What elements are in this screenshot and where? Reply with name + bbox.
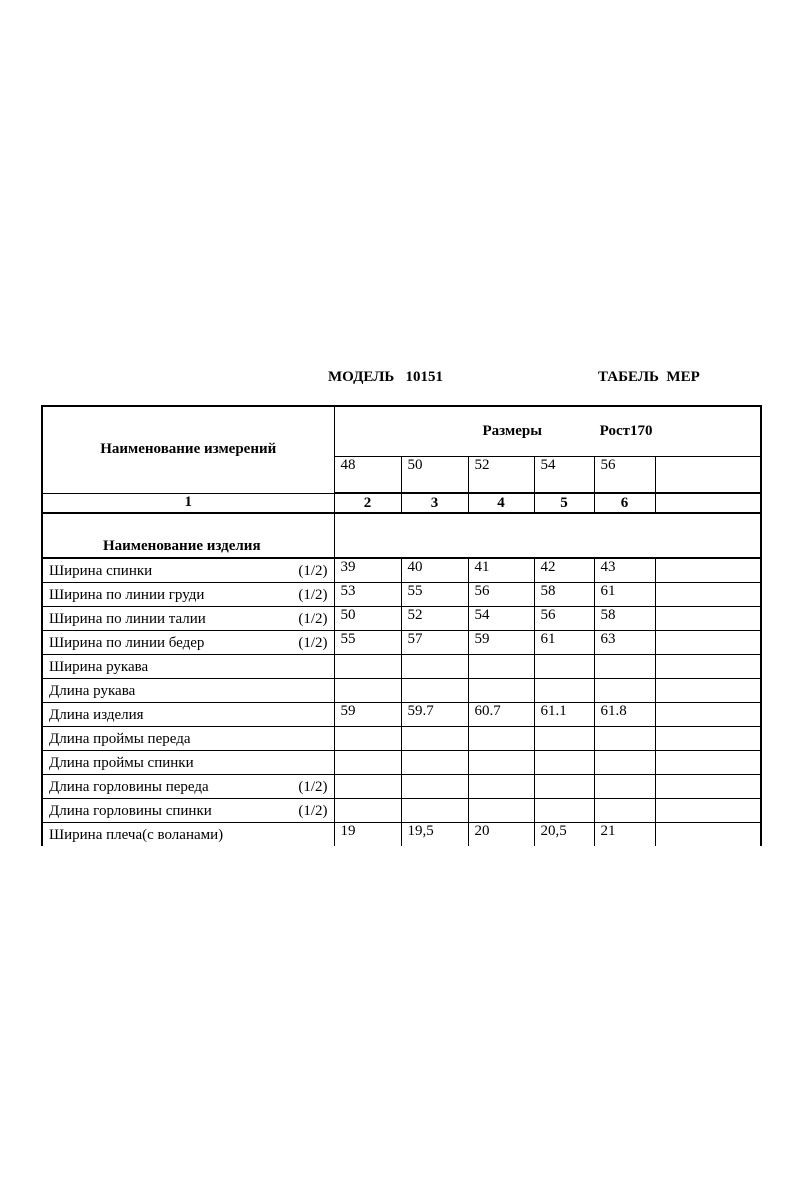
value-cell bbox=[468, 678, 534, 702]
value-cell bbox=[655, 558, 761, 582]
column-number-cell: 3 bbox=[401, 493, 468, 513]
measurement-name-cell bbox=[42, 558, 334, 582]
value-cell bbox=[534, 654, 594, 678]
value-cell bbox=[401, 750, 468, 774]
value-cell bbox=[594, 726, 655, 750]
product-header-row bbox=[42, 513, 761, 558]
measurement-name: Длина проймы переда bbox=[49, 730, 191, 747]
size-cell: 52 bbox=[468, 456, 534, 493]
value-cell: 61 bbox=[534, 630, 594, 654]
value-cell: 54 bbox=[468, 606, 534, 630]
size-cell: 48 bbox=[334, 456, 401, 493]
measurement-name-cell bbox=[42, 726, 334, 750]
value-cell bbox=[534, 726, 594, 750]
value-cell bbox=[655, 822, 761, 846]
measurement-note: (1/2) bbox=[298, 563, 328, 579]
size-cell: 54 bbox=[534, 456, 594, 493]
column-number-cell bbox=[655, 493, 761, 513]
measurement-name-cell bbox=[42, 774, 334, 798]
column-numbers-row bbox=[42, 493, 761, 513]
value-cell bbox=[655, 630, 761, 654]
value-cell: 20,5 bbox=[534, 822, 594, 846]
table-row bbox=[42, 606, 761, 630]
value-cell bbox=[334, 678, 401, 702]
value-cell bbox=[655, 750, 761, 774]
measurement-name: Длина горловины спинки bbox=[49, 802, 212, 819]
measurement-name: Длина рукава bbox=[49, 682, 136, 699]
value-cell bbox=[594, 798, 655, 822]
table-row bbox=[42, 702, 761, 726]
value-cell: 61 bbox=[594, 582, 655, 606]
product-header-empty bbox=[334, 513, 761, 558]
value-cell: 40 bbox=[401, 558, 468, 582]
value-cell: 39 bbox=[334, 558, 401, 582]
measurement-name-cell bbox=[42, 606, 334, 630]
value-cell: 58 bbox=[534, 582, 594, 606]
value-cell: 42 bbox=[534, 558, 594, 582]
measurement-name: Длина изделия bbox=[49, 706, 144, 723]
value-cell: 61.1 bbox=[534, 702, 594, 726]
value-cell: 50 bbox=[334, 606, 401, 630]
table-row bbox=[42, 774, 761, 798]
size-cell: 50 bbox=[401, 456, 468, 493]
height-label: Рост170 bbox=[599, 422, 653, 439]
value-cell bbox=[468, 726, 534, 750]
column-number-cell: 4 bbox=[468, 493, 534, 513]
sizes-label: Размеры bbox=[482, 422, 542, 439]
value-cell: 58 bbox=[594, 606, 655, 630]
value-cell bbox=[594, 750, 655, 774]
measurements-table bbox=[41, 405, 762, 846]
measurement-name-cell bbox=[42, 654, 334, 678]
measurement-name: Ширина рукава bbox=[49, 658, 149, 675]
measurement-name-cell bbox=[42, 822, 334, 846]
table-row bbox=[42, 630, 761, 654]
product-name-header: Наименование изделия bbox=[42, 513, 334, 558]
value-cell bbox=[401, 678, 468, 702]
value-cell bbox=[534, 774, 594, 798]
value-cell bbox=[655, 654, 761, 678]
table-row bbox=[42, 798, 761, 822]
value-cell: 41 bbox=[468, 558, 534, 582]
measure-name-header: Наименование измерений bbox=[42, 406, 334, 493]
measurement-name-cell bbox=[42, 678, 334, 702]
value-cell: 59 bbox=[334, 702, 401, 726]
measurement-note: (1/2) bbox=[298, 634, 328, 651]
column-number-cell: 1 bbox=[42, 493, 334, 513]
value-cell bbox=[334, 654, 401, 678]
value-cell: 52 bbox=[401, 606, 468, 630]
value-cell bbox=[534, 678, 594, 702]
value-cell bbox=[594, 774, 655, 798]
table-row bbox=[42, 750, 761, 774]
value-cell: 55 bbox=[401, 582, 468, 606]
size-cell bbox=[655, 456, 761, 493]
value-cell: 61.8 bbox=[594, 702, 655, 726]
value-cell: 56 bbox=[468, 582, 534, 606]
value-cell: 59 bbox=[468, 630, 534, 654]
measurement-name: Ширина по линии талии bbox=[49, 610, 206, 627]
model-title: МОДЕЛЬ 10151 bbox=[328, 369, 444, 385]
measurement-note: (1/2) bbox=[298, 610, 328, 627]
table-row bbox=[42, 654, 761, 678]
value-cell bbox=[655, 678, 761, 702]
value-cell bbox=[334, 726, 401, 750]
value-cell bbox=[655, 798, 761, 822]
column-number-cell: 5 bbox=[534, 493, 594, 513]
measurement-note: (1/2) bbox=[298, 802, 328, 819]
value-cell bbox=[334, 750, 401, 774]
value-cell bbox=[401, 798, 468, 822]
measurement-name: Длина горловины переда bbox=[49, 778, 209, 795]
value-cell bbox=[655, 606, 761, 630]
measurement-name-cell bbox=[42, 750, 334, 774]
value-cell: 55 bbox=[334, 630, 401, 654]
table-row bbox=[42, 726, 761, 750]
measurement-note: (1/2) bbox=[298, 778, 328, 795]
measurement-name-cell bbox=[42, 582, 334, 606]
sizes-header bbox=[334, 406, 761, 456]
value-cell: 63 bbox=[594, 630, 655, 654]
table-row bbox=[42, 822, 761, 846]
table-row bbox=[42, 678, 761, 702]
value-cell bbox=[334, 798, 401, 822]
value-cell: 53 bbox=[334, 582, 401, 606]
value-cell bbox=[468, 798, 534, 822]
value-cell: 59.7 bbox=[401, 702, 468, 726]
value-cell bbox=[534, 798, 594, 822]
value-cell bbox=[655, 582, 761, 606]
value-cell: 60.7 bbox=[468, 702, 534, 726]
value-cell: 57 bbox=[401, 630, 468, 654]
value-cell: 21 bbox=[594, 822, 655, 846]
column-number-cell: 2 bbox=[334, 493, 401, 513]
value-cell bbox=[594, 654, 655, 678]
table-row bbox=[42, 558, 761, 582]
measurement-name: Ширина спинки bbox=[49, 563, 153, 579]
value-cell bbox=[594, 678, 655, 702]
measurement-name: Ширина по линии груди bbox=[49, 586, 205, 603]
value-cell: 20 bbox=[468, 822, 534, 846]
value-cell bbox=[468, 654, 534, 678]
value-cell bbox=[655, 726, 761, 750]
value-cell bbox=[655, 702, 761, 726]
measurement-note: (1/2) bbox=[298, 586, 328, 603]
value-cell bbox=[534, 750, 594, 774]
measurement-name: Ширина по линии бедер bbox=[49, 634, 205, 651]
value-cell bbox=[468, 750, 534, 774]
value-cell bbox=[655, 774, 761, 798]
table-row bbox=[42, 582, 761, 606]
value-cell: 56 bbox=[534, 606, 594, 630]
measurement-name-cell bbox=[42, 702, 334, 726]
tabel-title: ТАБЕЛЬ МЕР bbox=[598, 369, 700, 385]
measurement-name: Длина проймы спинки bbox=[49, 754, 194, 771]
value-cell bbox=[468, 774, 534, 798]
value-cell: 19 bbox=[334, 822, 401, 846]
measurement-name-cell bbox=[42, 798, 334, 822]
value-cell: 43 bbox=[594, 558, 655, 582]
value-cell bbox=[334, 774, 401, 798]
measurement-name-cell bbox=[42, 630, 334, 654]
value-cell bbox=[401, 774, 468, 798]
value-cell: 19,5 bbox=[401, 822, 468, 846]
column-number-cell: 6 bbox=[594, 493, 655, 513]
measurement-name: Ширина плеча(с воланами) bbox=[49, 826, 224, 843]
value-cell bbox=[401, 726, 468, 750]
size-cell: 56 bbox=[594, 456, 655, 493]
value-cell bbox=[401, 654, 468, 678]
